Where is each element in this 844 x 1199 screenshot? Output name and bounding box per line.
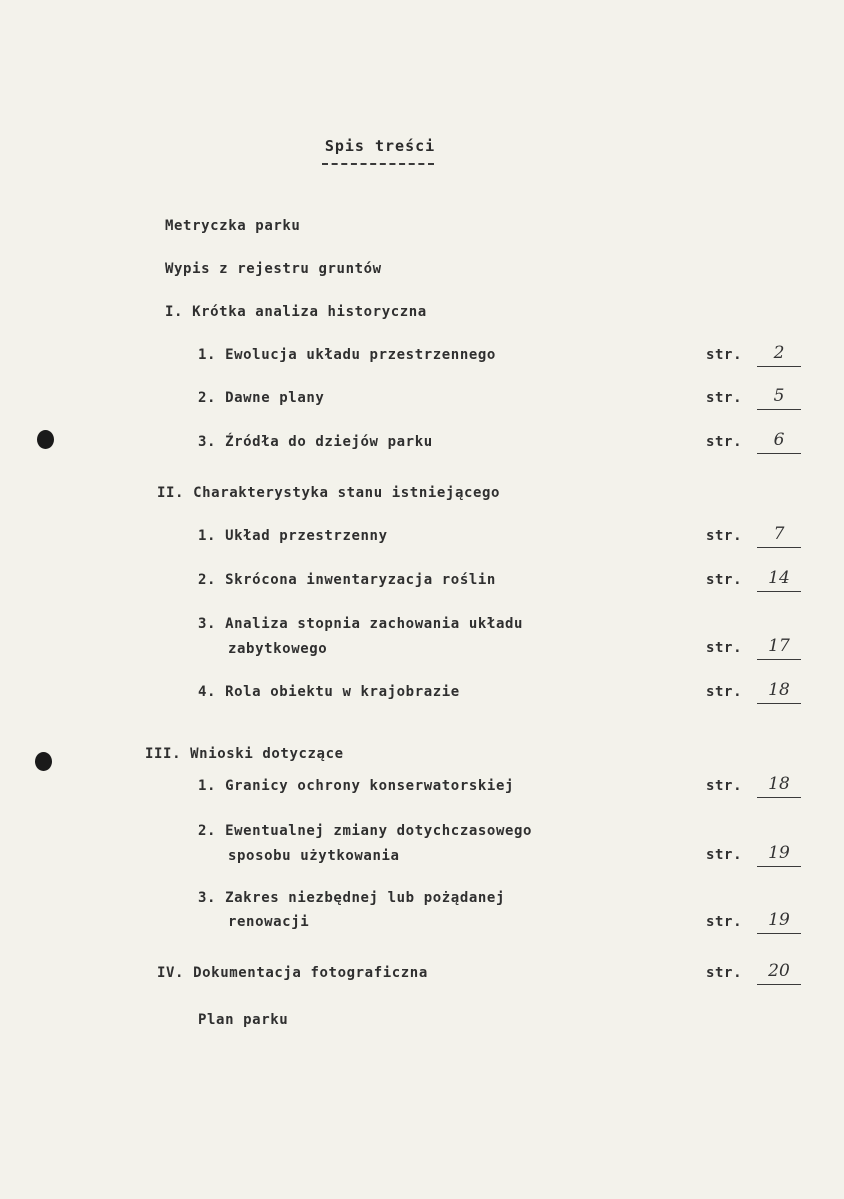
page-title: Spis treści <box>324 137 436 155</box>
str-label: str. <box>706 965 743 981</box>
punch-hole-bottom <box>35 752 52 771</box>
toc-entry-3-1: 1. Granicy ochrony konserwatorskiej <box>198 778 515 794</box>
toc-entry-2-1: 1. Układ przestrzenny <box>198 528 388 544</box>
toc-entry-3-3: 3. Zakres niezbędnej lub pożądanej <box>198 890 505 906</box>
toc-section-1: I. Krótka analiza historyczna <box>165 304 427 320</box>
str-label: str. <box>706 684 743 700</box>
page-number: 19 <box>757 911 801 934</box>
str-label: str. <box>706 640 743 656</box>
page-number: 6 <box>757 431 801 454</box>
page-number: 7 <box>757 525 801 548</box>
page-number: 18 <box>757 681 801 704</box>
toc-entry-1-1: 1. Ewolucja układu przestrzennego <box>198 347 496 363</box>
page-number: 5 <box>757 387 801 410</box>
page-number: 2 <box>757 344 801 367</box>
toc-entry-2-3-cont: zabytkowego <box>228 641 328 657</box>
str-label: str. <box>706 778 743 794</box>
toc-entry-3-3-cont: renowacji <box>228 914 310 930</box>
str-label: str. <box>706 847 743 863</box>
str-label: str. <box>706 572 743 588</box>
toc-wypis: Wypis z rejestru gruntów <box>165 261 382 277</box>
title-underline <box>322 163 434 165</box>
str-label: str. <box>706 347 743 363</box>
str-label: str. <box>706 434 743 450</box>
toc-entry-3-2: 2. Ewentualnej zmiany dotychczasowego <box>198 823 533 839</box>
page-number: 18 <box>757 775 801 798</box>
page-number: 14 <box>757 569 801 592</box>
str-label: str. <box>706 528 743 544</box>
toc-entry-1-3: 3. Źródła do dziejów parku <box>198 434 433 450</box>
toc-entry-2-2: 2. Skrócona inwentaryzacja roślin <box>198 572 496 588</box>
page-number: 17 <box>757 637 801 660</box>
toc-section-3: III. Wnioski dotyczące <box>145 746 344 762</box>
str-label: str. <box>706 390 743 406</box>
toc-entry-1-2: 2. Dawne plany <box>198 390 325 406</box>
toc-metryczka: Metryczka parku <box>165 218 301 234</box>
toc-plan: Plan parku <box>198 1012 289 1028</box>
page-number: 19 <box>757 844 801 867</box>
toc-entry-2-4: 4. Rola obiektu w krajobrazie <box>198 684 460 700</box>
page-number: 20 <box>757 962 801 985</box>
punch-hole-top <box>37 430 54 449</box>
toc-section-4: IV. Dokumentacja fotograficzna <box>157 965 428 981</box>
toc-section-2: II. Charakterystyka stanu istniejącego <box>157 485 501 501</box>
toc-entry-3-2-cont: sposobu użytkowania <box>228 848 400 864</box>
toc-entry-2-3: 3. Analiza stopnia zachowania układu <box>198 616 524 632</box>
str-label: str. <box>706 914 743 930</box>
